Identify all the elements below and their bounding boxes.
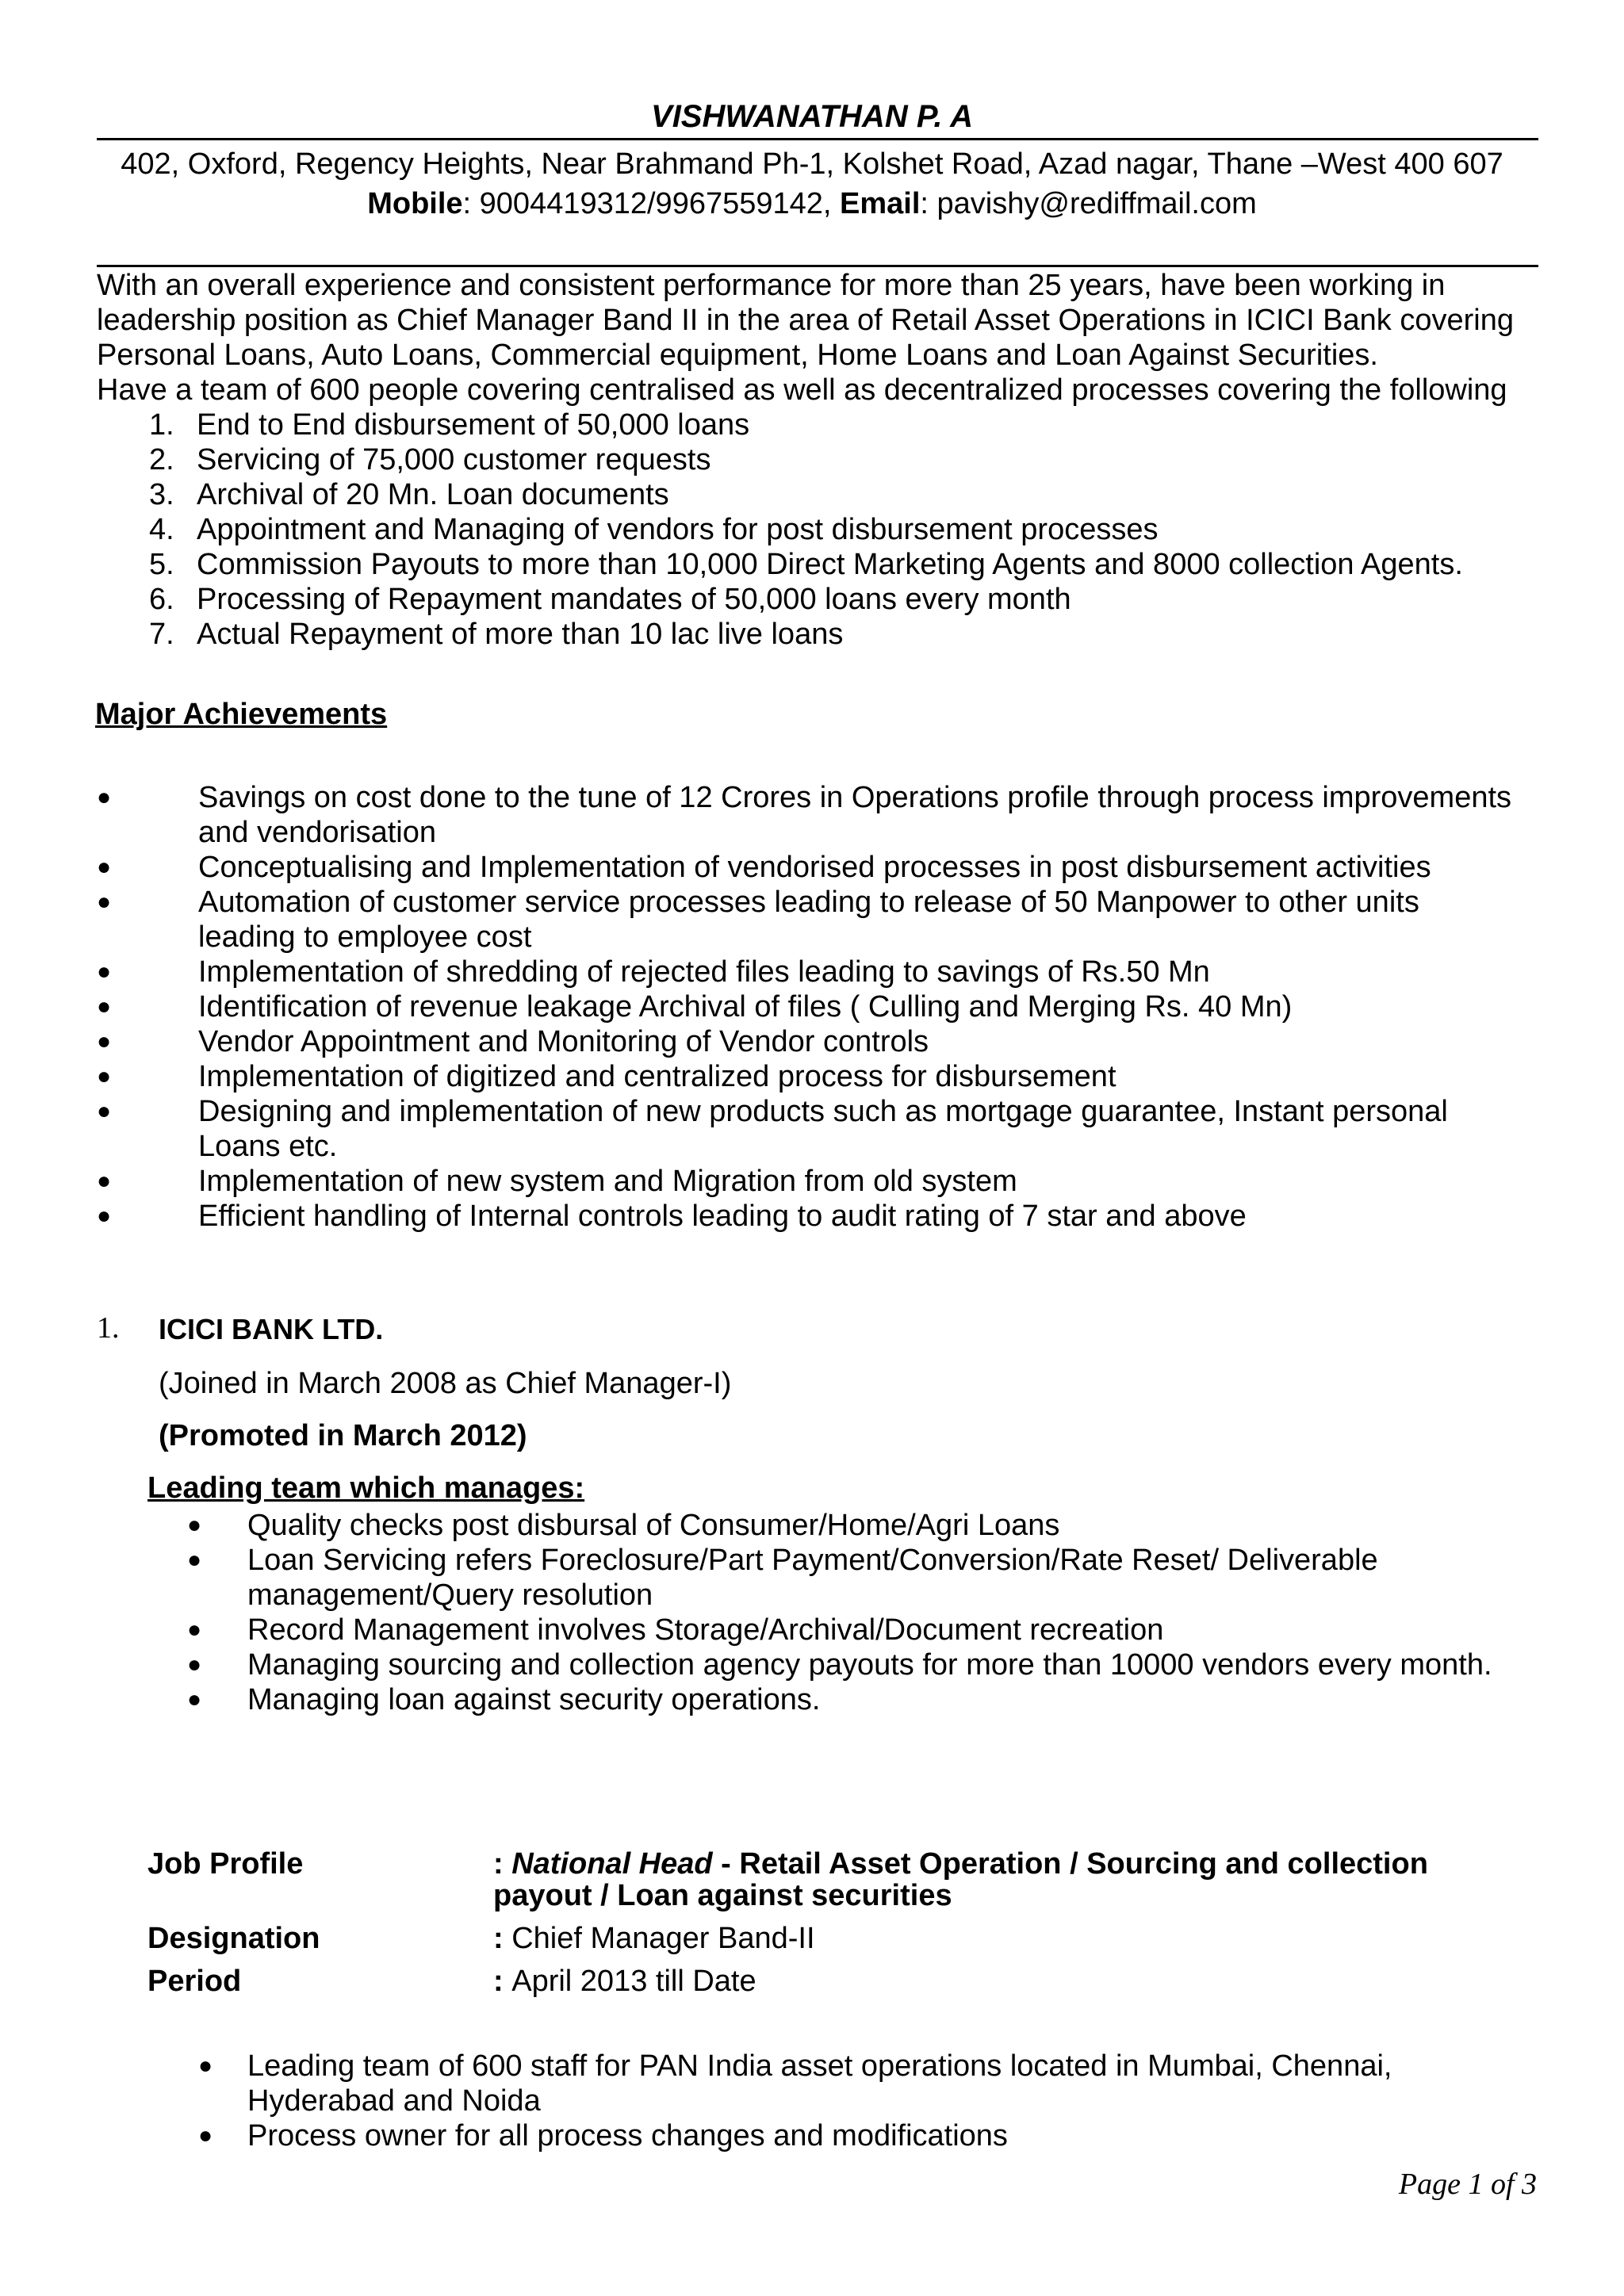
achievements-heading: Major Achievements: [95, 698, 388, 731]
bullet-icon: ●: [187, 1651, 202, 1678]
bullet-icon: ●: [97, 784, 112, 810]
designation-value: : Chief Manager Band-II: [493, 1922, 815, 1955]
list-item: ● Record Management involves Storage/Archival/Document recreation: [187, 1613, 1164, 1647]
leading-team-list: [147, 1508, 1543, 1717]
list-item: ● Managing sourcing and collection agency payouts for more than 10000 vendors every month.: [187, 1648, 1492, 1682]
list-item: 5. Commission Payouts to more than 10,000 Direct Marketing Agents and 8000 collection Agents.: [149, 548, 1463, 581]
mobile-label: Mobile: [367, 187, 463, 220]
bullet-icon: ●: [97, 1203, 112, 1229]
achievements-list: [97, 780, 1524, 1234]
contact-line: [0, 187, 1624, 222]
list-item: 7. Actual Repayment of more than 10 lac live loans: [149, 618, 844, 651]
bullet-icon: ●: [97, 1098, 112, 1124]
bullet-icon: ●: [97, 854, 112, 880]
list-item: ● Loan Servicing refers Foreclosure/Part Payment/Conversion/Rate Reset/ Deliverable management/Query resolution: [187, 1544, 1378, 1612]
summary-line: leadership position as Chief Manager Band II in the area of Retail Asset Operations in ICICI Bank covering: [97, 304, 1514, 337]
list-item: ● Managing loan against security operations.: [187, 1683, 821, 1716]
list-item: ● Conceptualising and Implementation of vendorised processes in post disbursement activities: [97, 851, 1431, 884]
list-item: ● Savings on cost done to the tune of 12 Crores in Operations profile through process improvements and vendorisation: [97, 781, 1512, 849]
list-item: 4. Appointment and Managing of vendors for post disbursement processes: [149, 513, 1159, 546]
summary-line: Have a team of 600 people covering centralised as well as decentralized processes covering the following: [97, 373, 1507, 407]
list-item: ● Efficient handling of Internal controls leading to audit rating of 7 star and above: [97, 1200, 1247, 1233]
list-item: 3. Archival of 20 Mn. Loan documents: [149, 478, 669, 511]
bullet-icon: ●: [198, 2122, 213, 2149]
bullet-icon: ●: [97, 959, 112, 985]
bullet-icon: ●: [187, 1617, 202, 1643]
list-item: ● Designing and implementation of new products such as mortgage guarantee, Instant personal Loans etc.: [97, 1095, 1448, 1163]
list-item: ● Automation of customer service processes leading to release of 50 Manpower to other units leading to employee cost: [97, 886, 1419, 954]
bullet-icon: ●: [97, 1168, 112, 1194]
summary-paragraph: [97, 268, 1514, 408]
joined-note: (Joined in March 2008 as Chief Manager-I): [159, 1367, 732, 1400]
promoted-note: (Promoted in March 2012): [159, 1419, 527, 1452]
bullet-icon: ●: [187, 1512, 202, 1538]
job-profile-label: Job Profile: [147, 1847, 304, 1881]
address: 402, Oxford, Regency Heights, Near Brahmand Ph-1, Kolshet Road, Azad nagar, Thane –West 400 607: [121, 147, 1503, 181]
list-item: ● Leading team of 600 staff for PAN India asset operations located in Mumbai, Chennai, Hyderabad and Noida: [198, 2049, 1392, 2118]
period-label: Period: [147, 1965, 242, 1998]
candidate-name: VISHWANATHAN P. A: [651, 99, 973, 134]
job-profile-value-line2: payout / Loan against securities: [493, 1879, 952, 1912]
bullet-icon: ●: [187, 1686, 202, 1712]
job-duties-list: [198, 2049, 1538, 2153]
list-item: 2. Servicing of 75,000 customer requests: [149, 443, 711, 476]
list-item: ● Implementation of new system and Migration from old system: [97, 1165, 1017, 1198]
bullet-icon: ●: [198, 2053, 213, 2079]
list-item: ● Vendor Appointment and Monitoring of Vendor controls: [97, 1025, 929, 1058]
bullet-icon: ●: [97, 993, 112, 1020]
leading-team-heading: Leading team which manages:: [147, 1471, 585, 1505]
header-rule: [97, 138, 1538, 140]
page-number: Page 1 of 3: [1398, 2168, 1537, 2201]
list-item: ● Implementation of digitized and centralized process for disbursement: [97, 1060, 1116, 1093]
list-item: 6. Processing of Repayment mandates of 50,000 loans every month: [149, 583, 1071, 616]
employer-number: 1.: [97, 1311, 120, 1345]
bullet-icon: ●: [97, 1028, 112, 1054]
summary-rule: [97, 265, 1538, 267]
list-item: ● Process owner for all process changes and modifications: [198, 2119, 1008, 2152]
period-value: : April 2013 till Date: [493, 1965, 756, 1998]
list-item: ● Quality checks post disbursal of Consumer/Home/Agri Loans: [187, 1509, 1060, 1542]
mobile-value: : 9004419312/9967559142,: [462, 187, 841, 220]
bullet-icon: ●: [97, 1063, 112, 1089]
bullet-icon: ●: [97, 889, 112, 915]
employer-name: ICICI BANK LTD.: [159, 1313, 384, 1345]
job-profile-value: : National Head - Retail Asset Operation / Sourcing and collection: [493, 1847, 1428, 1881]
email-value: : pavishy@rediffmail.com: [920, 187, 1257, 220]
designation-label: Designation: [147, 1922, 320, 1955]
list-item: ● Implementation of shredding of rejected files leading to savings of Rs.50 Mn: [97, 955, 1210, 989]
list-item: 1. End to End disbursement of 50,000 loans: [149, 408, 750, 442]
summary-line: Personal Loans, Auto Loans, Commercial equipment, Home Loans and Loan Against Securities.: [97, 339, 1378, 372]
list-item: ● Identification of revenue leakage Archival of files ( Culling and Merging Rs. 40 Mn): [97, 990, 1293, 1024]
email-label: Email: [840, 187, 921, 220]
bullet-icon: ●: [187, 1547, 202, 1573]
summary-line: With an overall experience and consistent performance for more than 25 years, have been working in: [97, 269, 1446, 302]
summary-list: [149, 408, 1463, 652]
